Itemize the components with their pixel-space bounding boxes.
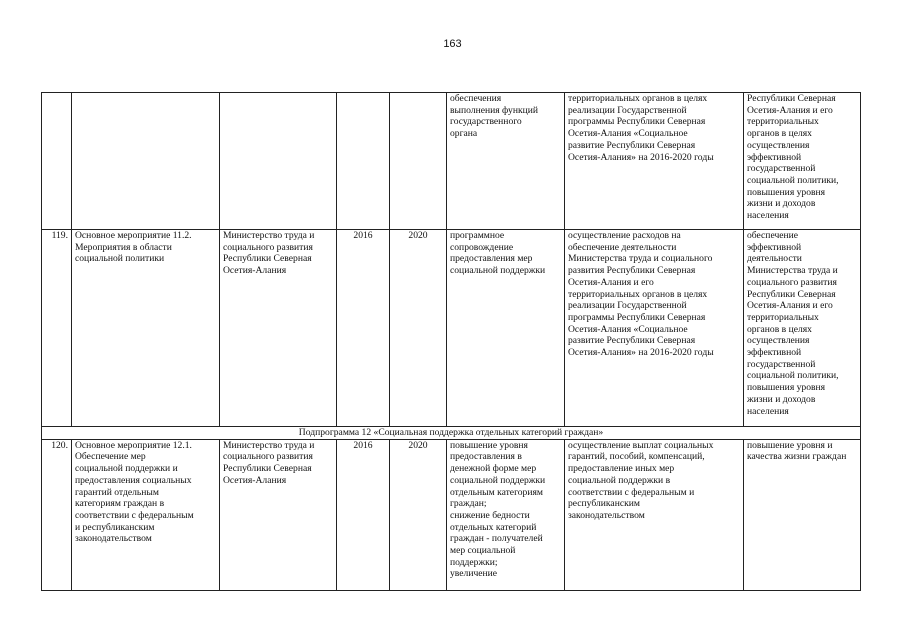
activity-description: осуществление расходов на обеспечение деятельности Министерства труда и социального развития Республики Северная Осетия-Алания и его территориальных органов в целях реализации Государственной программы Республики Северная Осетия-Алания «Социальное развитие Республики Северная Осетия-Алания» на 2016-2020 годы — [565, 230, 744, 427]
end-year: 2020 — [390, 230, 447, 427]
start-year: 2016 — [337, 230, 390, 427]
executor: Министерство труда и социального развития Республики Северная Осетия-Алания — [220, 439, 337, 590]
row-number — [42, 93, 72, 230]
expected-result: программное сопровождение предоставления мер социальной поддержки — [447, 230, 565, 427]
executor: Министерство труда и социального развития Республики Северная Осетия-Алания — [220, 230, 337, 427]
subprogram-heading: Подпрограмма 12 «Социальная поддержка отдельных категорий граждан» — [42, 427, 861, 440]
table-row-120 — [42, 439, 861, 590]
activity-name: Основное мероприятие 11.2. Мероприятия в области социальной политики — [72, 230, 220, 427]
activity-description: осуществление выплат социальных гарантий, пособий, компенсаций, предоставление иных мер социальной поддержки в соответствии с федеральным и республиканским законодательством — [565, 439, 744, 590]
expected-result: обеспечения выполнения функций государственного органа — [447, 93, 565, 230]
expected-result: повышение уровня предоставления в денежной форме мер социальной поддержки отдельным категориям граждан; снижение бедности отдельных категорий граждан - получателей мер социальной поддержки; увеличение — [447, 439, 565, 590]
table-row-119 — [42, 230, 861, 427]
target-indicator: Республики Северная Осетия-Алания и его территориальных органов в целях осуществления эффективной государственной социальной политики, повышения уровня жизни и доходов населения — [744, 93, 861, 230]
activity-description: территориальных органов в целях реализации Государственной программы Республики Северная Осетия-Алания «Социальное развитие Республики Северная Осетия-Алания» на 2016-2020 годы — [565, 93, 744, 230]
target-indicator: обеспечение эффективной деятельности Министерства труда и социального развития Республики Северная Осетия-Алания и его территориальных органов в целях осуществления эффективной государственной социальной политики, повышения уровня жизни и доходов населения — [744, 230, 861, 427]
row-number: 120. — [42, 439, 72, 590]
target-indicator: повышение уровня и качества жизни граждан — [744, 439, 861, 590]
end-year: 2020 — [390, 439, 447, 590]
row-number: 119. — [42, 230, 72, 427]
start-year: 2016 — [337, 439, 390, 590]
end-year — [390, 93, 447, 230]
executor — [220, 93, 337, 230]
page-number: 163 — [443, 38, 462, 50]
start-year — [337, 93, 390, 230]
table-row-section — [42, 427, 861, 440]
program-activities-table — [41, 92, 861, 591]
table-row-continuation — [42, 93, 861, 230]
activity-name — [72, 93, 220, 230]
activity-name: Основное мероприятие 12.1. Обеспечение мер социальной поддержки и предоставления социальных гарантий отдельным категориям граждан в соответствии с федеральным и республиканским законодательством — [72, 439, 220, 590]
